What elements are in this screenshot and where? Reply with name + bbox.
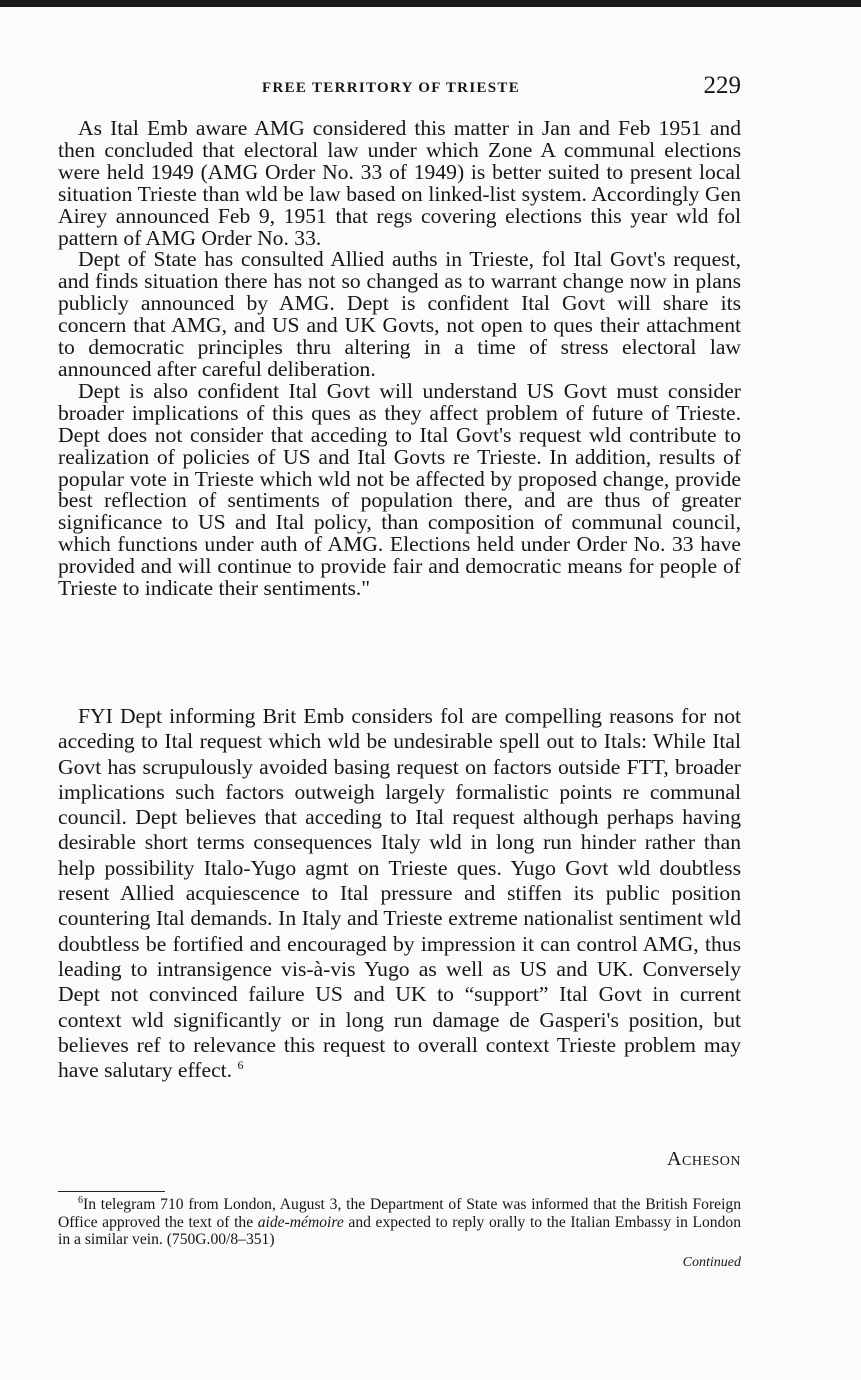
top-edge-rule (0, 0, 861, 7)
fyi-text: FYI Dept informing Brit Emb considers fol are compelling reasons for not acceding to Ital request which wld be undesirable spell out to Itals: While Ital Govt has scrupulously avoided basing request on factors outside FTT, broader implications such factors outweigh largely formalistic points re communal council. Dept believes that acceding to Ital request although perhaps having desirable short terms consequences Italy wld in long run hinder rather than help possibility Italo-Yugo agmt on Trieste ques. Yugo Govt wld doubtless resent Allied acquiescence to Ital pressure and stiffen its public position countering Ital demands. In Italy and Trieste extreme nationalist sentiment wld doubtless be fortified and encouraged by impression it can control AMG, thus leading to intransigence vis-à-vis Yugo as well as US and UK. Conversely Dept not convinced failure US and UK to “support” Ital Govt in current context wld significantly or in long run damage de Gasperi's position, but believes ref to relevance this request to overall context Trieste problem may have salutary effect. (58, 704, 741, 1083)
footnote-marker: 6 (78, 1194, 83, 1206)
footnote-reference: 6 (237, 1057, 244, 1072)
quote-paragraph-2: Dept of State has consulted Allied auths in Trieste, fol Ital Govt's request, and finds situation there has not so changed as to warrant change now in plans publicly announced by AMG. Dept is confident Ital Govt will share its concern that AMG, and US and UK Govts, not open to ques their attachment to democratic principles thru altering in a time of stress electoral law announced after careful deliberation. (58, 247, 741, 381)
page-number: 229 (703, 72, 741, 99)
footnote-italic-term: aide-mémoire (257, 1213, 344, 1231)
footnote-text-after: and expected to reply orally to the Italian Embassy in London in a similar vein. (750G.00/8–351) (58, 1213, 741, 1249)
signature: Acheson (667, 1148, 741, 1170)
fyi-paragraph (58, 704, 741, 1083)
footnote (58, 1196, 741, 1249)
quoted-aide-memoire (58, 118, 741, 600)
quote-paragraph-3: Dept is also confident Ital Govt will understand US Govt must consider broader implications of this ques as they affect problem of future of Trieste. Dept does not consider that acceding to Ital Govt's request wld contribute to realization of policies of US and Ital Govts re Trieste. In addition, results of popular vote in Trieste which wld not be affected by proposed change, provide best reflection of sentiments of population there, and are thus of greater significance to US and Ital policy, than composition of communal council, which functions under auth of AMG. Elections held under Order No. 33 have provided and will continue to provide fair and democratic means for people of Trieste to indicate their sentiments." (58, 378, 741, 601)
footnote-divider (58, 1191, 165, 1192)
page-header (58, 72, 741, 106)
continued-label: Continued (682, 1255, 741, 1270)
quote-paragraph-1: As Ital Emb aware AMG considered this matter in Jan and Feb 1951 and then concluded that electoral law under which Zone A communal elections were held 1949 (AMG Order No. 33 of 1949) is better suited to present local situation Trieste than wld be law based on linked-list system. Accordingly Gen Airey announced Feb 9, 1951 that regs covering elections this year wld fol pattern of AMG Order No. 33. (58, 116, 741, 250)
footnote-text-before: In telegram 710 from London, August 3, the Department of State was informed that the British Foreign Office approved the text of the (58, 1196, 741, 1231)
running-head: FREE TERRITORY OF TRIESTE (262, 80, 521, 96)
fyi-section (58, 704, 741, 1083)
